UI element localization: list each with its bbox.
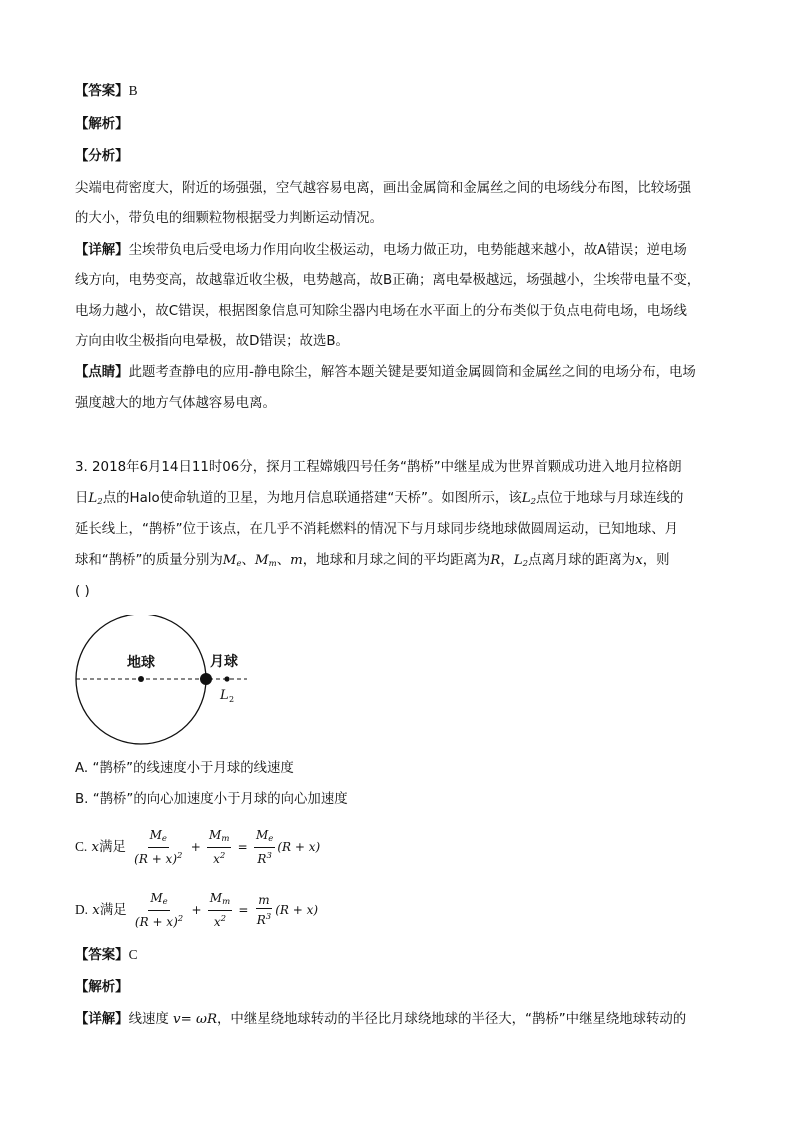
- l2-sub: 2: [229, 695, 235, 704]
- q3-option-a: A. “鹊桥”的线速度小于月球的线速度: [75, 761, 294, 776]
- detail-label: 【详解】: [75, 243, 129, 258]
- answer-label: 【答案】: [75, 84, 129, 99]
- q2-detail-line2: 线方向，电势变高，故越靠近收尘极，电势越高，故B正确；离电晕极越远，场强越小，尘埃带电量不变，: [75, 273, 701, 288]
- earth-point: [138, 676, 144, 682]
- moon-point: [200, 673, 212, 685]
- frac-me-d: $\frac{M_e}{(R + x)^2}$: [134, 891, 184, 929]
- q2-fenxi-line1: 尖端电荷密度大，附近的场强强，空气越容易电离，画出金属筒和金属丝之间的电场线分布图，比较场强: [75, 181, 691, 196]
- q3-stem-line2: 日$L_2$点的Halo使命轨道的卫星，为地月信息联通搭建“天桥”。如图所示，该$L_2$点位于地球与月球连线的: [75, 491, 684, 507]
- frac-me-r3: $\frac{M_e}{R^3}$: [255, 828, 274, 866]
- q2-fenxi-label: 【分析】: [75, 149, 129, 164]
- frac-m-r3: $\frac{m}{R^3}$: [256, 893, 272, 927]
- q2-detail-line4: 方向由收尘极指向电晕极，故D错误；故选B。: [75, 334, 349, 349]
- l2-point: [224, 676, 229, 681]
- q3-option-b: B. “鹊桥”的向心加速度小于月球的向心加速度: [75, 792, 348, 807]
- frac-mm-d: $\frac{M_m}{x^2}$: [209, 891, 231, 929]
- dianjing-label: 【点睛】: [75, 365, 129, 380]
- q3-stem-line1: 3. 2018年6月14日11时06分，探月工程嫦娥四号任务“鹊桥”中继星成为世界首颗成功进入地月拉格朗: [75, 460, 682, 475]
- q2-analysis-label: 【解析】: [75, 117, 129, 132]
- q3-detail-line1: 【详解】线速度 v= ωR，中继星绕地球转动的半径比月球绕地球的半径大，“鹊桥”中继星绕地球转动的: [75, 1012, 687, 1027]
- q3-stem-line4: 球和“鹊桥”的质量分别为$M_e$、$M_m$、m，地球和月球之间的平均距离为R，$L_2$点离月球的距离为x，则: [75, 553, 670, 569]
- frac-mm: $\frac{M_m}{x^2}$: [209, 828, 230, 866]
- earth-label: 地球: [127, 655, 155, 671]
- moon-label: 月球: [210, 654, 238, 670]
- q2-fenxi-line2: 的大小，带负电的细颗粒物根据受力判断运动情况。: [75, 211, 383, 226]
- l2-label: L: [220, 688, 229, 703]
- frac-me: $\frac{M_e}{(R + x)^2}$: [134, 828, 183, 866]
- q2-dianjing-line2: 强度越大的地方气体越容易电离。: [75, 396, 276, 411]
- q3-option-d: D. x满足 $\frac{M_e}{(R + x)^2}$ + $\frac{M_m}{x^2}$ = $\frac{m}{R^3}$ (R + x): [75, 891, 319, 929]
- detail-text: 尘埃带负电后受电场力作用向收尘极运动，电场力做正功，电势能越来越小，故A错误；逆电场: [128, 243, 687, 258]
- q2-detail-line1: [75, 242, 687, 260]
- q3-stem-line3: 延长线上，“鹊桥”位于该点，在几乎不消耗燃料的情况下与月球同步绕地球做圆周运动，已知地球、月: [75, 522, 679, 537]
- earth-moon-diagram: [75, 615, 255, 755]
- q3-option-c: C. x满足 $\frac{M_e}{(R + x)^2}$ + $\frac{M_m}{x^2}$ = $\frac{M_e}{R^3}$ (R + x): [75, 828, 321, 866]
- q2-dianjing-line1: [75, 364, 696, 382]
- q2-detail-line3: 电场力越小，故C错误，根据图象信息可知除尘器内电场在水平面上的分布类似于负点电荷电场，电场线: [75, 304, 687, 319]
- q2-answer: [75, 82, 138, 101]
- answer-value: B: [128, 83, 138, 98]
- q3-analysis-label: 【解析】: [75, 980, 129, 995]
- dianjing-text: 此题考查静电的应用-静电除尘，解答本题关键是要知道金属圆筒和金属丝之间的电场分布，电场: [128, 365, 696, 380]
- q3-answer: 【答案】C: [75, 947, 138, 963]
- q3-paren: ( ): [75, 584, 90, 599]
